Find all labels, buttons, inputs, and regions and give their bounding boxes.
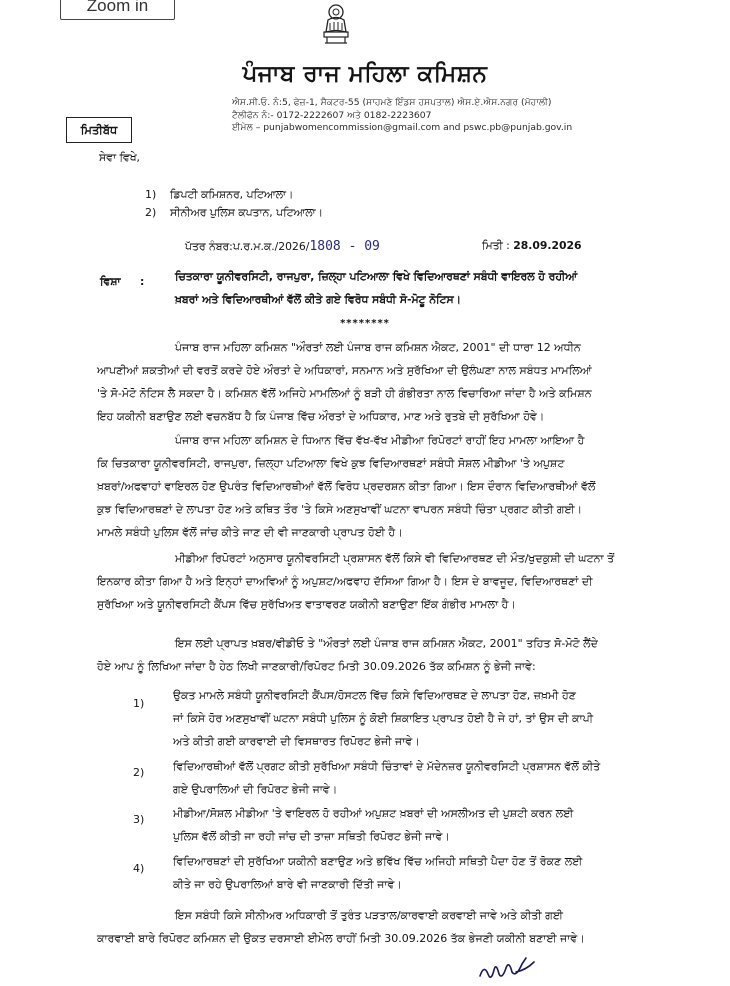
paragraph-line: ਕਾਰਵਾਈ ਬਾਰੇ ਰਿਪੋਰਟ ਕਮਿਸ਼ਨ ਦੀ ਉਕਤ ਦਰਸਾਈ ਈਮੇਲ ਰਾਹੀਂ ਮਿਤੀ 30.09.2026 ਤੱਕ ਭੇਜਣੀ ਯਕੀਨੀ ਬਣਾਈ ਜਾਵੇ। [97, 932, 585, 945]
separator: ******** [340, 318, 390, 329]
paragraph-line: ਮੀਡੀਆ ਰਿਪੋਰਟਾਂ ਅਨੁਸਾਰ ਯੂਨੀਵਰਸਿਟੀ ਪ੍ਰਸ਼ਾਸਨ ਵੱਲੋਂ ਕਿਸੇ ਵੀ ਵਿਦਿਆਰਥਣ ਦੀ ਮੌਤ/ਖੁਦਕੁਸ਼ੀ ਦੀ ਘਟਨਾ ਤੋਂ [175, 552, 615, 565]
item-number: 2) [133, 766, 145, 779]
list-item-line: ਅਤੇ ਕੀਤੀ ਗਈ ਕਾਰਵਾਈ ਦੀ ਵਿਸਥਾਰਤ ਰਿਪੋਰਟ ਭੇਜੀ ਜਾਵੇ। [173, 735, 420, 748]
reference-line [185, 239, 380, 254]
paragraph-line: ਹੋਏ ਆਪ ਨੂੰ ਲਿਖਿਆ ਜਾਂਦਾ ਹੈ ਹੇਠ ਲਿਖੀ ਜਾਣਕਾਰੀ/ਰਿਪੋਰਟ ਮਿਤੀ 30.09.2026 ਤੱਕ ਕਮਿਸ਼ਨ ਨੂੰ ਭੇਜੀ ਜਾਵੇ: [97, 660, 536, 673]
paragraph [97, 632, 637, 678]
list-item [173, 684, 639, 753]
recipient-item: ਸੀਨੀਅਰ ਪੁਲਿਸ ਕਪਤਾਨ, ਪਟਿਆਲਾ। [170, 206, 323, 219]
paragraph-line: ਇਹ ਯਕੀਨੀ ਬਣਾਉਣ ਲਈ ਵਚਨਬੱਧ ਹੈ ਕਿ ਪੰਜਾਬ ਵਿੱਚ ਔਰਤਾਂ ਦੇ ਅਧਿਕਾਰ, ਮਾਣ ਅਤੇ ਰੁਤਬੇ ਦੀ ਸੁਰੱਖਿਆ ਹੋਵੇ। [97, 410, 545, 423]
list-item-line: ਪੁਲਿਸ ਵੱਲੋਂ ਕੀਤੀ ਜਾ ਰਹੀ ਜਾਂਚ ਦੀ ਤਾਜ਼ਾ ਸਥਿਤੀ ਰਿਪੋਰਟ ਭੇਜੀ ਜਾਵੇ। [173, 830, 450, 843]
closing-paragraph [97, 904, 642, 950]
paragraph-line: ਪੰਜਾਬ ਰਾਜ ਮਹਿਲਾ ਕਮਿਸ਼ਨ "ਔਰਤਾਂ ਲਈ ਪੰਜਾਬ ਰਾਜ ਕਮਿਸ਼ਨ ਐਕਟ, 2001" ਦੀ ਧਾਰਾ 12 ਅਧੀਨ [175, 341, 581, 354]
reference-label: ਪੱਤਰ ਨੰਬਰ:ਪ.ਰ.ਮ.ਕ./2026/ [185, 240, 310, 253]
list-item-line: ਗਏ ਉਪਰਾਲਿਆਂ ਦੀ ਰਿਪੋਰਟ ਭੇਜੀ ਜਾਵੇ। [173, 783, 338, 796]
paragraph [97, 336, 637, 428]
paragraph-line: ਇਸ ਲਈ ਪ੍ਰਾਪਤ ਖ਼ਬਰ/ਵੀਡੀਓ ਤੇ "ਔਰਤਾਂ ਲਈ ਪੰਜਾਬ ਰਾਜ ਕਮਿਸ਼ਨ ਐਕਟ, 2001" ਤਹਿਤ ਸੋ-ਮੋਟੋ ਲੈਂਦੇ [175, 637, 598, 650]
paragraph-line: ਆਪਣੀਆਂ ਸ਼ਕਤੀਆਂ ਦੀ ਵਰਤੋਂ ਕਰਦੇ ਹੋਏ ਔਰਤਾਂ ਦੇ ਅਧਿਕਾਰਾਂ, ਸਨਮਾਨ ਅਤੇ ਸੁਰੱਖਿਆ ਦੀ ਉਲੰਘਣਾ ਨਾਲ ਸਬੰਧਤ ਮਾਮਲਿਆਂ [97, 364, 592, 377]
list-item-line: ਕੀਤੇ ਜਾ ਰਹੇ ਉਪਰਾਲਿਆਂ ਬਾਰੇ ਵੀ ਜਾਣਕਾਰੀ ਦਿੱਤੀ ਜਾਵੇ। [173, 878, 402, 891]
signature-icon [476, 950, 556, 986]
list-item [173, 755, 639, 801]
email-line: ਈਮੇਲ – punjabwomencommission@gmail.com and pswc.pb@punjab.gov.in [232, 122, 573, 134]
paragraph [97, 547, 637, 616]
paragraph-line: 'ਤੇ ਸੋ-ਮੋਟੋ ਨੋਟਿਸ ਲੈ ਸਕਦਾ ਹੈ। ਕਮਿਸ਼ਨ ਵੱਲੋਂ ਅਜਿਹੇ ਮਾਮਲਿਆਂ ਨੂੰ ਬੜੀ ਹੀ ਗੰਭੀਰਤਾ ਨਾਲ ਵਿਚਾਰਿਆ ਜਾਂਦਾ ਹੈ ਅਤੇ ਕਮਿਸ਼ਨ [97, 387, 592, 400]
salutation: ਸੇਵਾ ਵਿਖੇ, [99, 151, 140, 164]
date-line [482, 239, 582, 253]
list-item-line: ਜਾਂ ਕਿਸੇ ਹੋਰ ਅਣਸੁਖਾਵੀਂ ਘਟਨਾ ਸਬੰਧੀ ਪੁਲਿਸ ਨੂੰ ਕੋਈ ਸ਼ਿਕਾਇਤ ਪ੍ਰਾਪਤ ਹੋਈ ਹੈ ਜੇ ਹਾਂ, ਤਾਂ ਉਸ ਦੀ ਕਾਪੀ [173, 712, 594, 725]
dated-tag: ਮਿਤੀਬੱਧ [66, 117, 132, 143]
list-item-line: ਵਿਦਿਆਰਥੀਆਂ ਵੱਲੋਂ ਪ੍ਰਗਟ ਕੀਤੀ ਸੁਰੱਖਿਆ ਸਬੰਧੀ ਚਿੰਤਾਵਾਂ ਦੇ ਮੱਦੇਨਜ਼ਰ ਯੂਨੀਵਰਸਿਟੀ ਪ੍ਰਸ਼ਾਸਨ ਵੱਲੋਂ ਕੀਤੇ [173, 760, 601, 773]
paragraph-line: ਮਾਮਲੇ ਸਬੰਧੀ ਪੁਲਿਸ ਵੱਲੋਂ ਜਾਂਚ ਕੀਤੇ ਜਾਣ ਦੀ ਵੀ ਜਾਣਕਾਰੀ ਪ੍ਰਾਪਤ ਹੋਈ ਹੈ। [97, 526, 403, 539]
org-name: ਪੰਜਾਬ ਰਾਜ ਮਹਿਲਾ ਕਮਿਸ਼ਨ [242, 60, 488, 87]
letterhead-address [232, 97, 572, 135]
paragraph-line: ਸੁਰੱਖਿਆ ਅਤੇ ਯੂਨੀਵਰਸਿਟੀ ਕੈਂਪਸ ਵਿੱਚ ਸੁਰੱਖਿਅਤ ਵਾਤਾਵਰਣ ਯਕੀਨੀ ਬਣਾਉਣਾ ਇੱਕ ਗੰਭੀਰ ਮਾਮਲਾ ਹੈ। [97, 598, 516, 611]
paragraph-line: ਇਸ ਸਬੰਧੀ ਕਿਸੇ ਸੀਨੀਅਰ ਅਧਿਕਾਰੀ ਤੋਂ ਤੁਰੰਤ ਪੜਤਾਲ/ਕਾਰਵਾਈ ਕਰਵਾਈ ਜਾਵੇ ਅਤੇ ਕੀਤੀ ਗਈ [175, 909, 564, 922]
recipient-item: ਡਿਪਟੀ ਕਮਿਸ਼ਨਰ, ਪਟਿਆਲਾ। [170, 188, 294, 201]
list-item-line: ਉਕਤ ਮਾਮਲੇ ਸਬੰਧੀ ਯੂਨੀਵਰਸਿਟੀ ਕੈਂਪਸ/ਹੋਸਟਲ ਵਿੱਚ ਕਿਸੇ ਵਿਦਿਆਰਥਣ ਦੇ ਲਾਪਤਾ ਹੋਣ, ਜ਼ਖ਼ਮੀ ਹੋਣ [173, 689, 576, 702]
paragraph-line: ਕੁਝ ਵਿਦਿਆਰਥਣਾਂ ਦੇ ਲਾਪਤਾ ਹੋਣ ਅਤੇ ਕਥਿਤ ਤੌਰ 'ਤੇ ਕਿਸੇ ਅਣਸੁਖਾਵੀਂ ਘਟਨਾ ਵਾਪਰਨ ਸਬੰਧੀ ਚਿੰਤਾ ਪ੍ਰਗਟ ਕੀਤੀ ਗਈ। [97, 503, 583, 516]
item-number: 4) [133, 862, 145, 875]
subject-label: ਵਿਸ਼ਾ [100, 275, 121, 288]
zoom-in-button[interactable]: Zoom in [60, 0, 175, 20]
list-item [173, 850, 639, 896]
list-item-line: ਮੀਡੀਆ/ਸੋਸ਼ਲ ਮੀਡੀਆ 'ਤੇ ਵਾਇਰਲ ਹੋ ਰਹੀਆਂ ਅਪੁਸ਼ਟ ਖ਼ਬਰਾਂ ਦੀ ਅਸਲੀਅਤ ਦੀ ਪੁਸ਼ਟੀ ਕਰਨ ਲਈ [173, 807, 574, 820]
list-item [173, 802, 639, 848]
item-number: 3) [133, 813, 145, 826]
address-line: ਐਸ.ਸੀ.ਓ. ਨੰ:5, ਫੇਜ਼-1, ਸੈਕਟਰ-55 (ਸਾਹਮਣੇ ਇੰਡਸ ਹਸਪਤਾਲ) ਐਸ.ਏ.ਐਸ.ਨਗਰ (ਮੋਹਾਲੀ) [232, 97, 552, 108]
paragraph-line: ਕਿ ਚਿਤਕਾਰਾ ਯੂਨੀਵਰਸਿਟੀ, ਰਾਜਪੁਰਾ, ਜ਼ਿਲ੍ਹਾ ਪਟਿਆਲਾ ਵਿਖੇ ਕੁਝ ਵਿਦਿਆਰਥਣਾਂ ਸਬੰਧੀ ਸੋਸ਼ਲ ਮੀਡੀਆ 'ਤੇ ਅਪੁਸ਼ਟ [97, 457, 565, 470]
state-emblem-icon [313, 2, 359, 46]
paragraph-line: ਖ਼ਬਰਾਂ/ਅਫਵਾਹਾਂ ਵਾਇਰਲ ਹੋਣ ਉਪਰੰਤ ਵਿਦਿਆਰਥੀਆਂ ਵੱਲੋਂ ਵਿਰੋਧ ਪ੍ਰਦਰਸ਼ਨ ਕੀਤਾ ਗਿਆ। ਇਸ ਦੌਰਾਨ ਵਿਦਿਆਰਥੀਆਂ ਵੱਲੋਂ [97, 480, 596, 493]
list-item-line: ਵਿਦਿਆਰਥਣਾਂ ਦੀ ਸੁਰੱਖਿਆ ਯਕੀਨੀ ਬਣਾਉਣ ਅਤੇ ਭਵਿੱਖ ਵਿੱਚ ਅਜਿਹੀ ਸਥਿਤੀ ਪੈਦਾ ਹੋਣ ਤੋਂ ਰੋਕਣ ਲਈ [173, 855, 583, 868]
subject-line: ਖ਼ਬਰਾਂ ਅਤੇ ਵਿਦਿਆਰਥੀਆਂ ਵੱਲੋਂ ਕੀਤੇ ਗਏ ਵਿਰੋਧ ਸਬੰਧੀ ਸੋ-ਮੋਟੂ ਨੋਟਿਸ। [175, 293, 461, 306]
phone-line: ਟੈਲੀਫੋਨ ਨੰ:- 0172-2222607 ਅਤੇ 0182-2223607 [232, 109, 432, 121]
paragraph-line: ਇਨਕਾਰ ਕੀਤਾ ਗਿਆ ਹੈ ਅਤੇ ਇਨ੍ਹਾਂ ਦਾਅਵਿਆਂ ਨੂੰ ਅਪੁਸ਼ਟ/ਅਫਵਾਹ ਦੱਸਿਆ ਗਿਆ ਹੈ। ਇਸ ਦੇ ਬਾਵਜੂਦ, ਵਿਦਿਆਰਥਣਾਂ ਦੀ [97, 575, 593, 588]
paragraph [97, 429, 637, 544]
paragraph-line: ਪੰਜਾਬ ਰਾਜ ਮਹਿਲਾ ਕਮਿਸ਼ਨ ਦੇ ਧਿਆਨ ਵਿੱਚ ਵੱਖ-ਵੱਖ ਮੀਡੀਆ ਰਿਪੋਰਟਾਂ ਰਾਹੀਂ ਇਹ ਮਾਮਲਾ ਆਇਆ ਹੈ [175, 434, 585, 447]
item-number: 1) [133, 697, 145, 710]
letter-date: 28.09.2026 [513, 239, 582, 252]
subject-colon: : [140, 275, 145, 288]
recipient-number: 1) [145, 188, 157, 201]
date-label: ਮਿਤੀ : [482, 239, 510, 252]
recipient-number: 2) [145, 206, 157, 219]
subject-line: ਚਿਤਕਾਰਾ ਯੂਨੀਵਰਸਿਟੀ, ਰਾਜਪੁਰਾ, ਜ਼ਿਲ੍ਹਾ ਪਟਿਆਲਾ ਵਿਖੇ ਵਿਦਿਆਰਥਣਾਂ ਸਬੰਧੀ ਵਾਇਰਲ ਹੋ ਰਹੀਆਂ [175, 270, 577, 283]
reference-number: 1808 - 09 [309, 239, 380, 254]
